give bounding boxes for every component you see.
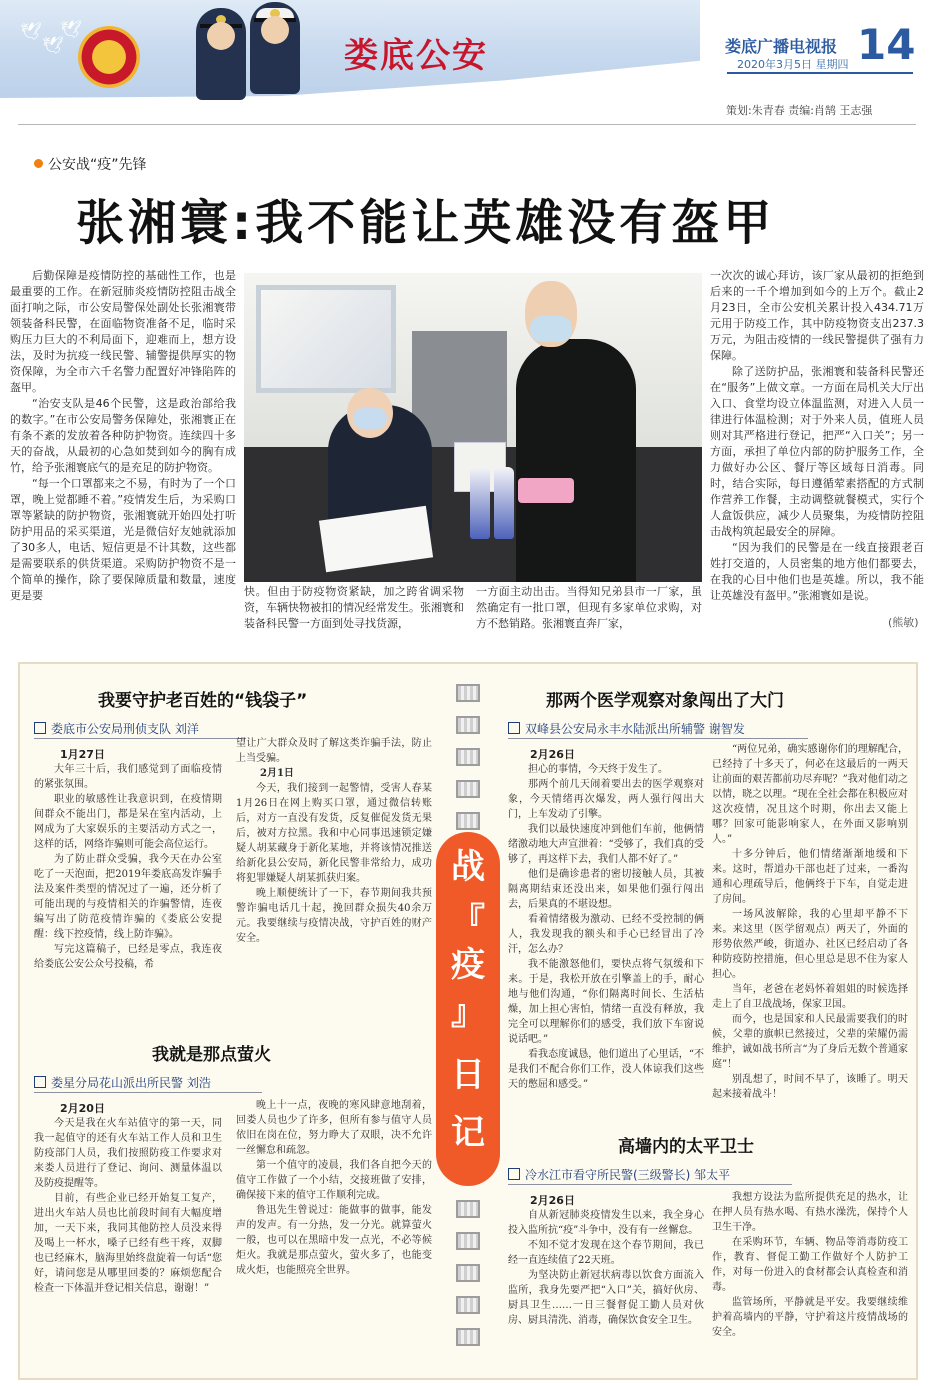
diary-date: 2月26日 [530, 1194, 575, 1207]
decorative-pattern-icon [456, 1296, 480, 1314]
paragraph: 鲁迅先生曾说过：能做事的做事，能发声的发声。有一分热，发一分光。就算萤火一般，也可以在黑暗中发一点光，不必等候炬火。我就是那点萤火，萤火多了，也能变成火炬，也能照亮全世界。 [236, 1205, 432, 1276]
paragraph: 第一个值守的凌晨，我们各自把今天的值守工作做了一个小结，交接班做了安排，确保接下来的值守工作顺利完成。 [236, 1160, 432, 1201]
bullet-icon [34, 159, 43, 168]
decorative-pattern-icon [456, 1200, 480, 1218]
paragraph: 看我态度诚恳，他们道出了心里话，“不是我们不配合你们工作，没人体谅我们这些天的憋屈和感受。” [508, 1049, 704, 1090]
byline-text: 冷水江市看守所民警(三级警长) 邹太平 [525, 1168, 731, 1182]
story-4-title: 高墙内的太平卫士 [618, 1137, 754, 1157]
paragraph: 他们是确诊患者的密切接触人员，其被隔离期结束还没出来，如果他们强行闯出去，后果真的不堪设想。 [508, 869, 704, 910]
title-char: 战 [451, 847, 485, 887]
decorative-pattern-icon [456, 812, 480, 830]
decorative-pattern-icon [456, 1232, 480, 1250]
paragraph: 晚上十一点，夜晚的寒风肆意地刮着，回娄人员也少了许多，但所有参与值守人员依旧在岗在位，努力睁大了双眼，决不允许一丝懈怠和疏忽。 [236, 1100, 432, 1156]
paragraph: 别乱想了，时间不早了，该睡了。明天起来接着战斗！ [712, 1074, 908, 1100]
paragraph: 十多分钟后，他们情绪渐渐地缓和下来。这时，帮道办干部也赶了过来，一番沟通和心理疏导后，他俩终于下车，自觉走进了房间。 [712, 849, 908, 905]
story-1-byline [34, 720, 246, 739]
paragraph: 看着情绪极为激动、已经不受控制的俩人，我发现我的额头和手心已经冒出了冷汗，怎么办？ [508, 914, 704, 955]
title-char: 记 [451, 1113, 485, 1153]
story-4-byline [508, 1166, 792, 1185]
paragraph: “治安支队是46个民警，这是政治部给我的数字。”在市公安局警务保障处，张湘寰正在有条不紊的发放着各种防护物资。连续四十多天的奋战，从最初的心急如焚到如今的胸有成竹，给予张湘寰底气的是充足的防护物资。 [10, 397, 236, 474]
paragraph: 为了防止群众受骗，我今天在办公室吃了一天泡面，把2019年娄底高发诈骗手法及案件类型的情况过了一遍，还分析了可能出现的与疫情相关的诈骗警情，连夜编写出了防范疫情诈骗的《娄底公安提醒：线下控疫情，线上防诈骗》。 [34, 854, 222, 940]
paragraph: 我想方设法为监所提供充足的热水，让在押人员有热水喝、有热水澡洗，保持个人卫生干净。 [712, 1192, 908, 1233]
story-1-column-a [34, 762, 222, 1024]
decorative-pattern-icon [456, 748, 480, 766]
story-3-byline [508, 720, 808, 739]
paragraph: 一场风波解除，我的心里却平静不下来。来这里（医学留观点）两天了，外面的形势依然严峻，街道办、社区已经启动了各种防疫防控措施，但心里总是思不住为家人担心。 [712, 909, 908, 980]
paragraph: 当年，老爸在老妈怀着姐姐的时候选择走上了自卫战战场，保家卫国。 [712, 984, 908, 1010]
author-credit: (熊敏) [888, 616, 919, 629]
paragraph: 晚上顺便统计了一下，春节期间我共预警诈骗电话几十起，挽回群众损失40余万元。我要继续与疫情决战，守护百姓的财产安全。 [236, 888, 432, 944]
story-3-title: 那两个医学观察对象闯出了大门 [546, 691, 784, 711]
masthead-rule [727, 72, 913, 74]
headline: 张湘寰:我不能让英雄没有盔甲 [76, 195, 776, 251]
paragraph: 不知不觉才发现在这个春节期间，我已经一直连续值了22天班。 [508, 1240, 704, 1266]
paragraph: 那两个前几天闹着要出去的医学观察对象，今天情绪再次爆发，两人强行闯出大门，上车发动了引擎。 [508, 779, 704, 820]
divider [18, 124, 916, 125]
paragraph: 写完这篇稿子，已经是零点，我连夜给娄底公安公众号投稿，希 [34, 944, 222, 970]
issue-date: 2020年3月5日 星期四 [737, 58, 849, 71]
paragraph: “因为我们的民警是在一线直接跟老百姓打交道的，人员密集的地方他们都要去，在我的心目中他们也是英雄。所以，我不能让英雄没有盔甲。”张湘寰如是说。 [710, 541, 924, 602]
paragraph: 望让广大群众及时了解这类诈骗手法，防止上当受骗。 [236, 738, 432, 764]
diary-date: 2月20日 [60, 1102, 105, 1115]
section-label-text: 公安战“疫”先锋 [48, 157, 147, 173]
story-2-title: 我就是那点萤火 [152, 1045, 271, 1065]
officer-figure-icon [196, 8, 246, 100]
title-char: 』 [451, 993, 485, 1033]
title-char: 日 [451, 1055, 485, 1095]
diary-date: 1月27日 [60, 748, 105, 761]
section-label [34, 154, 147, 174]
paragraph: “每一个口罩都来之不易，有时为了一个口罩，晚上觉都睡不着。”疫情发生后，为采购口罩等紧缺的防护物资，张湘寰就开始四处打听防护用品的采买渠道，光是微信好友她就添加了30多人，电话、短信更是不计其数，这些都是需要联系的供货渠道。采购防护物资不是一个简单的操作，除了要保障质量和数量，速度更是要 [10, 477, 236, 602]
paragraph: 除了送防护品，张湘寰和装备科民警还在“服务”上做文章。一方面在局机关大厅出入口、食堂均设立体温监测，对进入人员一律进行体温检测；对于外来人员，值班人员则对其严格进行登记，把严“入口关”；另一方面，承担了单位内部的防护服务工作，全力做好办公区、餐厅等区域每日消毒。同时，结合实际，每日遵循荤素搭配的方式制作营养工作餐，主动调整就餐模式，实行个人盒饭供应，减少人员聚集，为疫情防控阻击战构筑起最安全的屏障。 [710, 365, 924, 538]
decorative-pattern-icon [456, 1264, 480, 1282]
dove-icon: 🕊 [42, 36, 64, 56]
paragraph: 今天，我们接到一起警情，受害人春某1月26日在网上购买口罩，通过微信转账后，对方一直没有发货，反复催促发货无果后，被对方拉黑。我和中心同事迅速锁定嫌疑人胡某藏身于新化某地，并将该情况推送给新化县公安局，新化民警非常给力，成功将犯罪嫌疑人胡某抓获归案。 [236, 783, 432, 884]
story-4-column-a [508, 1208, 704, 1368]
editor-credits: 策划:朱青春 责编:肖鹄 王志强 [726, 104, 873, 117]
byline-text: 娄星分局花山派出所民警 刘浩 [51, 1076, 211, 1090]
decorative-pattern-icon [456, 780, 480, 798]
decorative-pattern-icon [456, 1328, 480, 1346]
paragraph: 一次次的诚心拜访，该厂家从最初的拒绝到后来的一千个增加到如今的上万个。截止2月23日，全市公安机关累计投入434.71万元用于防疫工作，其中防疫物资支出237.3万元，为阻击疫情的一线民警提供了强有力保障。 [710, 269, 924, 362]
paragraph: 担心的事情，今天终于发生了。 [528, 764, 668, 775]
vertical-diary-title [436, 832, 500, 1186]
police-emblem-icon [78, 26, 140, 88]
paragraph: 在采购环节，车辆、物品等消毒防疫工作，教育、督促工勤工作做好个人防护工作，对每一份进入的食材都会认真检查和消毒。 [712, 1237, 908, 1293]
page-kicker: 娄底公安 [344, 36, 488, 76]
article-column-2-bottom: 快。但由于防疫物资紧缺，加之跨省调采物资，车辆快物被扣的情况经常发生。张湘寰和装备科民警一方面到处寻找货源， [244, 585, 464, 630]
story-1-title: 我要守护老百姓的“钱袋子” [98, 691, 308, 711]
story-1-column-b [236, 736, 432, 998]
article-photo [244, 273, 702, 582]
story-2-column-b [236, 1098, 432, 1360]
decorative-pattern-icon [456, 684, 480, 702]
story-2-byline [34, 1074, 262, 1093]
paragraph: 而今，也是国家和人民最需要我们的时候，父辈的旗帜已然接过，父辈的荣耀仍需维护，诚如战书所言“为了身后无数个普通家庭”！ [712, 1014, 908, 1070]
masthead-banner [0, 0, 934, 100]
article-column-1 [10, 268, 236, 628]
paragraph: 后勤保障是疫情防控的基础性工作，也是最重要的工作。在新冠肺炎疫情防控阻击战全面打响之际，市公安局警保处副处长张湘寰带领装备科民警，在面临物资准备不足，临时采购压力巨大的不利局面下，迎难而上，想方设法，及时为抗疫一线民警、辅警提供厚实的物资保障，为全市六千名警力配置好冲锋陷阵的盔甲。 [10, 269, 236, 394]
story-2-column-a [34, 1116, 222, 1378]
diary-date: 2月26日 [530, 748, 575, 761]
traffic-officer-figure-icon [250, 2, 300, 94]
paragraph: 我们以最快速度冲到他们车前，他俩情绪激动地大声宣泄着：“受够了，我们真的受够了，再这样下去，我们人都不好了。” [508, 824, 704, 865]
diary-date: 2月1日 [260, 768, 294, 779]
story-4-column-b [712, 1190, 908, 1360]
paragraph: 目前，有些企业已经开始复工复产，进出火车站人员也比前段时间有大幅度增加，一天下来，我同其他防控人员没来得及喝上一杯水，嗓子已经有些干疼，双脚也已经麻木，脑海里始终盘旋着一句话“您好，请问您是从哪里回娄的？麻烦您配合检查一下体温并登记相关信息，谢谢！” [34, 1193, 222, 1294]
story-3-column-b [712, 742, 908, 1104]
dove-icon: 🕊 [60, 20, 82, 40]
dove-icon: 🕊 [20, 22, 42, 42]
paragraph: 自从新冠肺炎疫情发生以来，我全身心投入监所抗“疫”斗争中，没有有一丝懈怠。 [508, 1210, 704, 1236]
paragraph: 我不能激怒他们，要快点将气氛缓和下来。于是，我松开放在引擎盖上的手，耐心地与他们沟通，“你们隔离时间长、生活枯燥，加上担心害怕，情绪一直没有释放，我完全可以理解你们的感受，我们放下车窗说说话吧。” [508, 959, 704, 1045]
title-char: 『 [451, 901, 485, 941]
byline-text: 娄底市公安局刑侦支队 刘洋 [51, 722, 199, 736]
decorative-pattern-icon [456, 716, 480, 734]
paragraph: 为坚决防止新冠状病毒以饮食方面流入监所，我身先要严把“入口”关，搞好伙房、厨具卫生……一日三餐督促工勤人员对伙房、厨具清洗、消毒，确保饮食安全卫生。 [508, 1270, 704, 1326]
page-number: 14 [857, 20, 916, 69]
article-column-3-bottom: 一方面主动出击。当得知兄弟县市一厂家，虽然确定有一批口罩，但现有多家单位求购，对方不愁销路。张湘寰直奔厂家， [476, 585, 702, 630]
title-char: 疫 [451, 945, 485, 985]
paragraph: 今天是我在火车站值守的第一天，同我一起值守的还有火车站工作人员和卫生防疫部门人员，我们按照防疫工作要求对来娄人员进行了登记、询问、测量体温以及防疫提醒等。 [34, 1118, 222, 1189]
paragraph: “两位兄弟，确实感谢你们的理解配合，已经持了十多天了，何必在这最后的一两天让前面的艰苦都前功尽弃呢？”我对他们动之以情，晓之以理。“现在全社会都在积极应对这次疫情，况且这个时期，你出去又能上哪？回家可能影响家人，在外面又影响别人。” [712, 744, 908, 845]
story-3-column-a [508, 762, 704, 1110]
paragraph: 监管场所，平静就是平安。我要继续维护着高墙内的平静，守护着这片疫情战场的安全。 [712, 1297, 908, 1338]
byline-text: 双峰县公安局永丰水陆派出所辅警 谢智发 [525, 722, 745, 736]
article-column-4 [710, 268, 924, 614]
paragraph: 大年三十后，我们感觉到了面临疫情的紧张氛围。 [34, 764, 222, 790]
paragraph: 职业的敏感性让我意识到，在疫情期间群众不能出门，都是呆在室内活动，上网成为了大家娱乐的主要活动方式之一，这样的话，网络诈骗则可能会高位运行。 [34, 794, 222, 850]
newspaper-name: 娄底广播电视报 [725, 37, 838, 56]
